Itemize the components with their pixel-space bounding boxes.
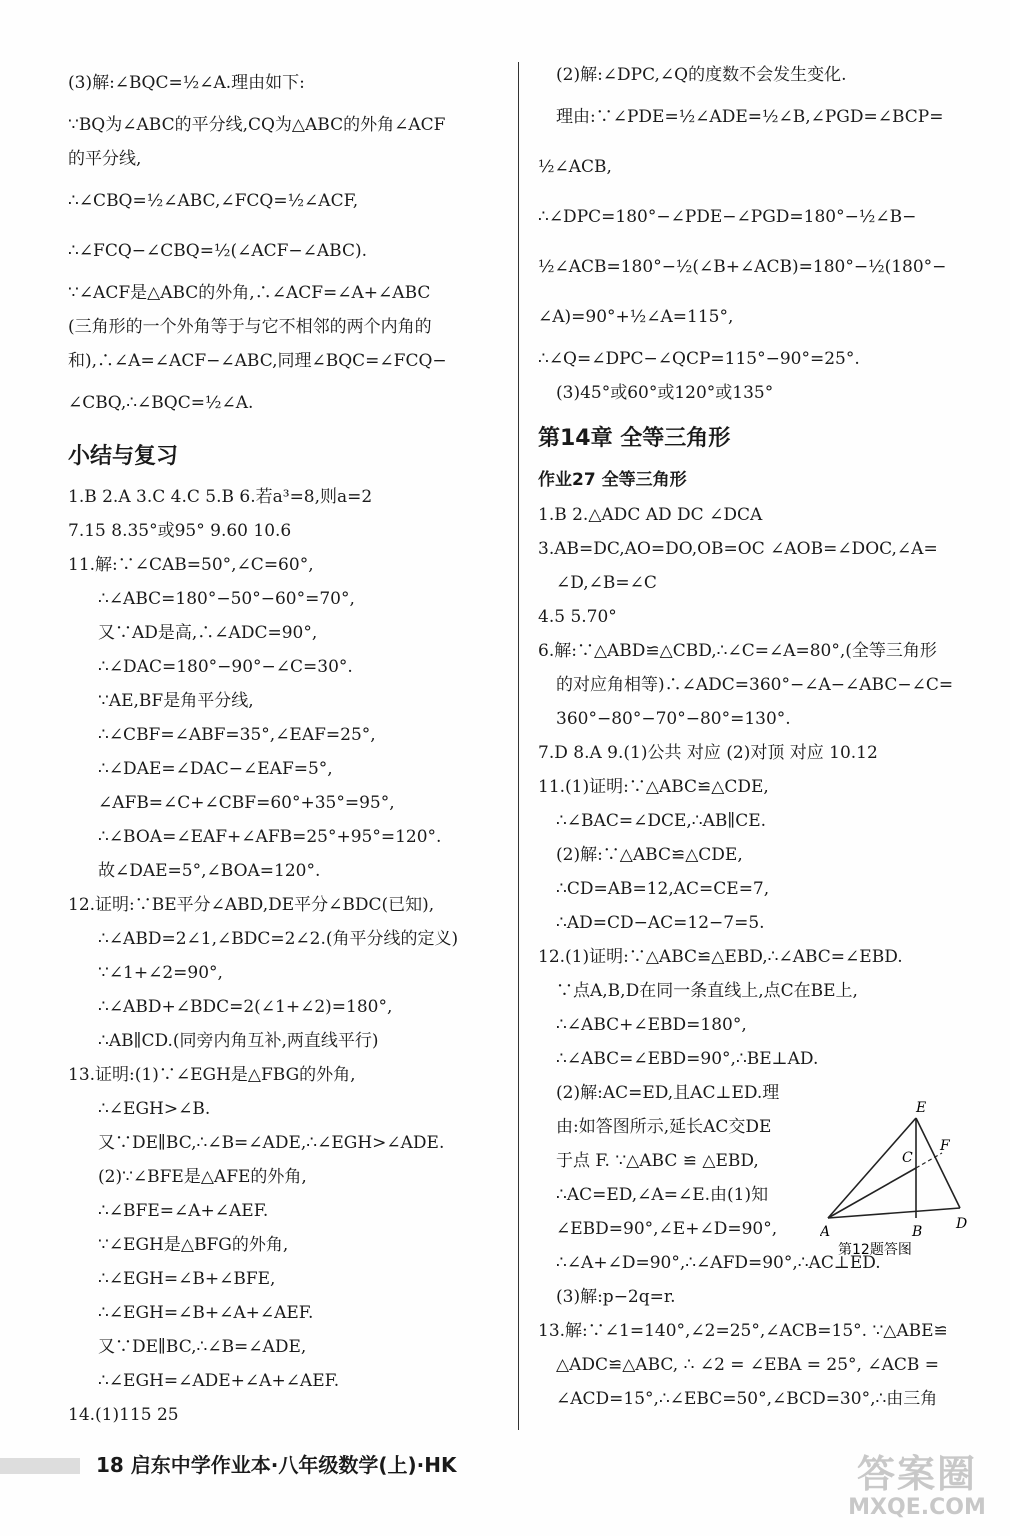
right-column-line: 7.D 8.A 9.(1)公共 对应 (2)对顶 对应 10.12 [538, 743, 878, 763]
watermark-main: 答案圈 [856, 1452, 977, 1496]
right-column-line: ∴∠A+∠D=90°,∴∠AFD=90°,∴AC⊥ED. [556, 1253, 881, 1273]
left-column-line: ∵∠EGH是△BFG的外角, [98, 1235, 289, 1255]
right-column-line: 3.AB=DC,AO=DO,OB=OC ∠AOB=∠DOC,∠A= [538, 539, 938, 559]
left-column-line: 12.证明:∵BE平分∠ABD,DE平分∠BDC(已知), [68, 895, 435, 915]
figure-label-f: F [940, 1138, 950, 1154]
left-column-line: 又∵DE∥BC,∴∠B=∠ADE,∴∠EGH>∠ADE. [98, 1133, 445, 1153]
left-column-line: 7.15 8.35°或95° 9.60 10.6 [68, 521, 292, 541]
right-column-line: (3)45°或60°或120°或135° [556, 383, 774, 403]
left-column-line: ∴∠EGH>∠B. [98, 1099, 211, 1119]
footer-text: 18 启东中学作业本·八年级数学(上)·HK [96, 1453, 457, 1477]
left-column-line: 故∠DAE=5°,∠BOA=120°. [98, 861, 321, 881]
right-column-line: 的对应角相等)∴∠ADC=360°−∠A−∠ABC−∠C= [556, 675, 954, 695]
left-column-line: (3)解:∠BQC=½∠A.理由如下: [68, 73, 305, 93]
left-column-line: 的平分线, [68, 149, 142, 169]
left-column-line: ∠CBQ,∴∠BQC=½∠A. [68, 393, 254, 413]
right-column-line: △ADC≌△ABC, ∴ ∠2 = ∠EBA = 25°, ∠ACB = [556, 1355, 940, 1375]
watermark-url: MXQE.COM [848, 1495, 986, 1520]
watermark [832, 1452, 1002, 1522]
right-column-line: ∠A)=90°+½∠A=115°, [538, 307, 734, 327]
column-divider [518, 62, 519, 1430]
right-column-line: ∴∠Q=∠DPC−∠QCP=115°−90°=25°. [538, 349, 860, 369]
right-column-line: ∠D,∠B=∠C [556, 573, 657, 593]
right-column-line: ∠ACD=15°,∴∠EBC=50°,∠BCD=30°,∴由三角 [556, 1389, 938, 1409]
left-column-line: ∴∠ABD=2∠1,∠BDC=2∠2.(角平分线的定义) [98, 929, 459, 949]
right-column-line: ∴AC=ED,∠A=∠E.由(1)知 [556, 1185, 769, 1205]
figure-label-e: E [916, 1100, 927, 1116]
right-column-line: 由:如答图所示,延长AC交DE [556, 1117, 772, 1137]
left-column-line: 和),∴∠A=∠ACF−∠ABC,同理∠BQC=∠FCQ− [68, 351, 447, 371]
left-column-line: ∵∠ACF是△ABC的外角,∴∠ACF=∠A+∠ABC [68, 283, 431, 303]
figure-label-b: B [912, 1224, 923, 1240]
right-column-line: 第14章 全等三角形 [538, 426, 731, 451]
right-column-line: ∠EBD=90°,∠E+∠D=90°, [556, 1219, 778, 1239]
left-column-line: ∴AB∥CD.(同旁内角互补,两直线平行) [98, 1031, 379, 1051]
left-column-line: ∴∠ABD+∠BDC=2(∠1+∠2)=180°, [98, 997, 393, 1017]
right-column-line: 作业27 全等三角形 [538, 470, 687, 490]
right-column-line: 于点 F. ∵△ABC ≌ △EBD, [556, 1151, 759, 1171]
left-column-line: ∴∠EGH=∠B+∠A+∠AEF. [98, 1303, 314, 1323]
left-column-line: 又∵AD是高,∴∠ADC=90°, [98, 623, 318, 643]
left-column-line: ∴∠CBQ=½∠ABC,∠FCQ=½∠ACF, [68, 191, 359, 211]
right-column-line: 4.5 5.70° [538, 607, 617, 627]
left-column-line: ∴∠EGH=∠B+∠BFE, [98, 1269, 276, 1289]
right-column-line: (2)解:∵△ABC≌△CDE, [556, 845, 743, 865]
figure-label-d: D [956, 1216, 968, 1232]
left-column-line: ∴∠DAC=180°−90°−∠C=30°. [98, 657, 353, 677]
left-column-line: (三角形的一个外角等于与它不相邻的两个内角的 [68, 317, 432, 337]
left-column-line: ∴∠FCQ−∠CBQ=½(∠ACF−∠ABC). [68, 241, 368, 261]
left-column-line: (2)∵∠BFE是△AFE的外角, [98, 1167, 307, 1187]
right-column-line: ∴AD=CD−AC=12−7=5. [556, 913, 765, 933]
left-column-line: ∴∠BOA=∠EAF+∠AFB=25°+95°=120°. [98, 827, 442, 847]
left-column-line: ∵AE,BF是角平分线, [98, 691, 254, 711]
right-column-line: ∴∠BAC=∠DCE,∴AB∥CE. [556, 811, 767, 831]
right-column-line: ½∠ACB, [538, 157, 612, 177]
right-column-line: ∴∠ABC=∠EBD=90°,∴BE⊥AD. [556, 1049, 819, 1069]
right-column-line: ∴CD=AB=12,AC=CE=7, [556, 879, 770, 899]
left-column-line: ∴∠DAE=∠DAC−∠EAF=5°, [98, 759, 333, 779]
left-column-line: 1.B 2.A 3.C 4.C 5.B 6.若a³=8,则a=2 [68, 487, 373, 507]
right-column-line: (2)解:AC=ED,且AC⊥ED.理 [556, 1083, 780, 1103]
left-column-line: ∵∠1+∠2=90°, [98, 963, 223, 983]
left-column-line: ∠AFB=∠C+∠CBF=60°+35°=95°, [98, 793, 395, 813]
left-column-line: 13.证明:(1)∵∠EGH是△FBG的外角, [68, 1065, 356, 1085]
right-column-line: ∵点A,B,D在同一条直线上,点C在BE上, [556, 981, 858, 1001]
right-column-line: ½∠ACB=180°−½(∠B+∠ACB)=180°−½(180°− [538, 257, 947, 277]
figure-label-c: C [902, 1150, 913, 1166]
triangle-figure [820, 1098, 970, 1258]
right-column-line: ∴∠ABC+∠EBD=180°, [556, 1015, 747, 1035]
right-column-line: 1.B 2.△ADC AD DC ∠DCA [538, 505, 763, 525]
right-column-line: 11.(1)证明:∵△ABC≌△CDE, [538, 777, 769, 797]
right-column-line: 理由:∵∠PDE=½∠ADE=½∠B,∠PGD=∠BCP= [556, 107, 944, 127]
right-column-line: (3)解:p−2q=r. [556, 1287, 676, 1307]
footer-bar [0, 1458, 80, 1474]
left-column-line: ∴∠EGH=∠ADE+∠A+∠AEF. [98, 1371, 340, 1391]
right-column-line: 12.(1)证明:∵△ABC≌△EBD,∴∠ABC=∠EBD. [538, 947, 903, 967]
left-column-line: 14.(1)115 25 [68, 1405, 179, 1425]
right-column-line: 6.解:∵△ABD≌△CBD,∴∠C=∠A=80°,(全等三角形 [538, 641, 937, 661]
left-column-line: 小结与复习 [68, 444, 179, 469]
left-column-line: 又∵DE∥BC,∴∠B=∠ADE, [98, 1337, 307, 1357]
left-column-line: ∵BQ为∠ABC的平分线,CQ为△ABC的外角∠ACF [68, 115, 446, 135]
figure-caption: 第12题答图 [838, 1242, 912, 1258]
left-column-line: ∴∠ABC=180°−50°−60°=70°, [98, 589, 355, 609]
left-column [68, 58, 508, 1432]
left-column-line: ∴∠BFE=∠A+∠AEF. [98, 1201, 269, 1221]
left-column-line: 11.解:∵∠CAB=50°,∠C=60°, [68, 555, 314, 575]
figure-label-a: A [820, 1224, 831, 1240]
right-column-line: 360°−80°−70°−80°=130°. [556, 709, 791, 729]
right-column-line: (2)解:∠DPC,∠Q的度数不会发生变化. [556, 65, 847, 85]
right-column-line: ∴∠DPC=180°−∠PDE−∠PGD=180°−½∠B− [538, 207, 917, 227]
right-column-line: 13.解:∵∠1=140°,∠2=25°,∠ACB=15°. ∵△ABE≌ [538, 1321, 948, 1341]
left-column-line: ∴∠CBF=∠ABF=35°,∠EAF=25°, [98, 725, 376, 745]
